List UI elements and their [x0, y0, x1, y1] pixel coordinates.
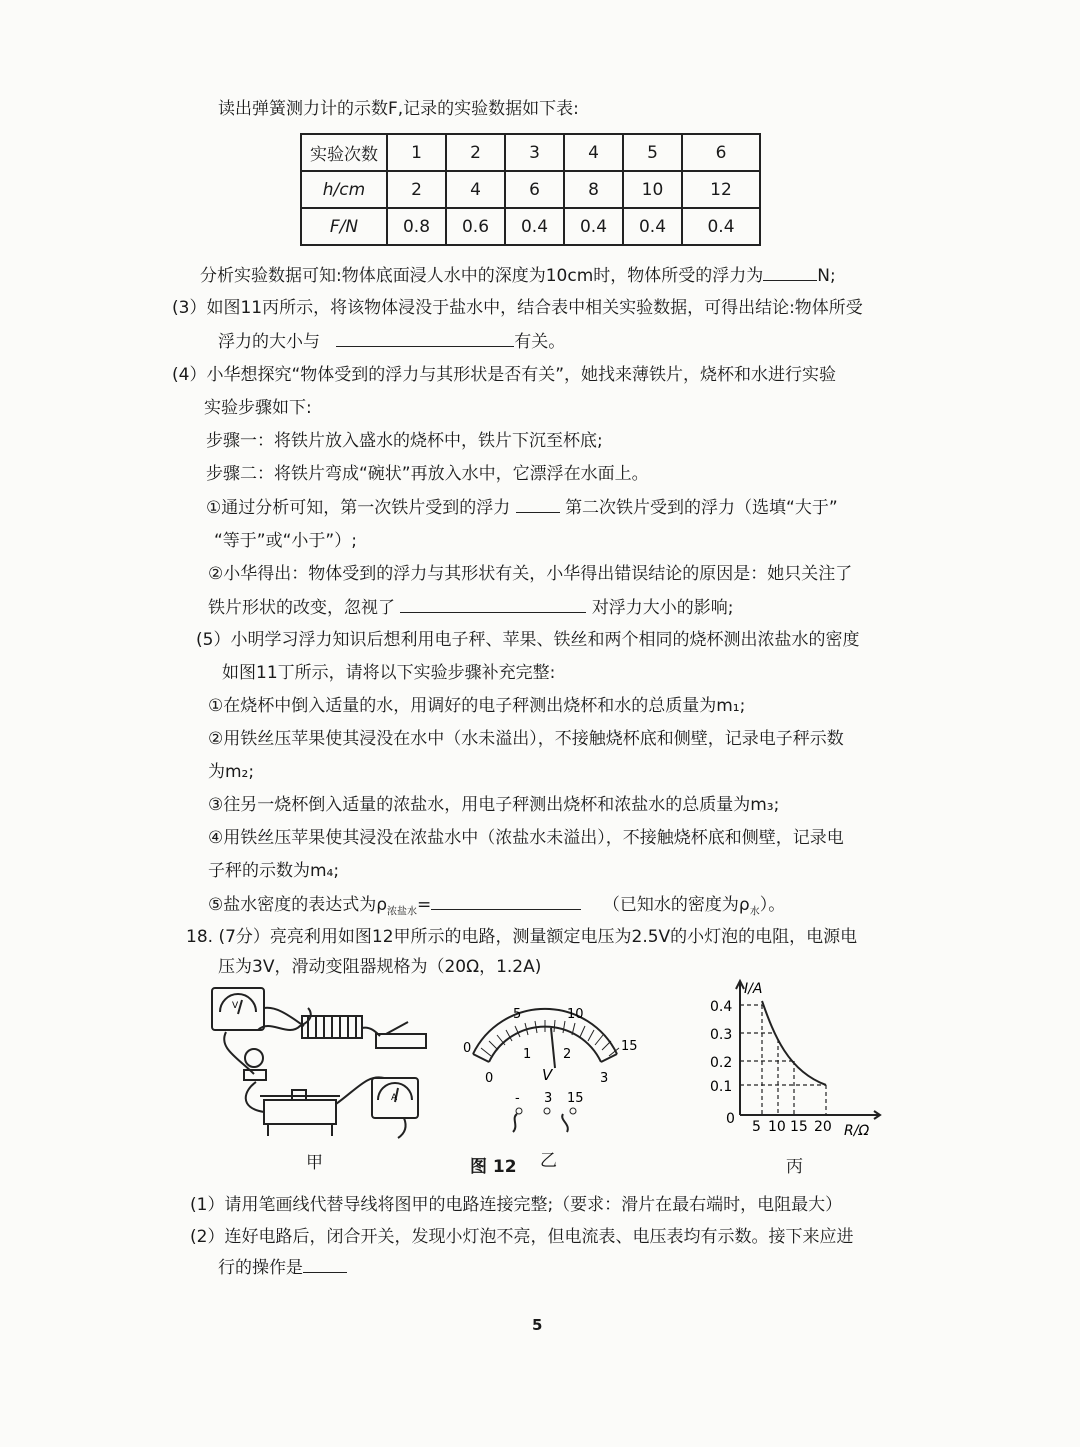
q4-line2: 实验步骤如下: [204, 398, 312, 418]
dial-inner-tick-1: 1 [523, 1047, 532, 1062]
table-cell: 6 [682, 134, 760, 171]
answer-blank[interactable] [336, 330, 514, 347]
page-number: 5 [532, 1316, 543, 1334]
y-tick: 0.2 [710, 1055, 733, 1071]
rheostat [264, 1100, 336, 1124]
answer-blank[interactable] [763, 264, 817, 281]
sub-q2-text: 行的操作是 [218, 1258, 303, 1278]
answer-blank[interactable] [303, 1256, 347, 1273]
terminal-15: 15 [567, 1091, 584, 1106]
table-row [301, 171, 760, 208]
q4-a1-text2: 第二次铁片受到的浮力（选填“大于” [565, 498, 838, 518]
rho-water-subscript: 水 [749, 906, 760, 918]
table-cell: h/cm [301, 171, 387, 208]
q2-conclusion [200, 264, 836, 287]
q3-line2 [218, 330, 565, 353]
q5-line1: (5）小明学习浮力知识后想利用电子秤、苹果、铁丝和两个相同的烧杯测出浓盐水的密度 [196, 630, 860, 650]
sub-question-2b [218, 1256, 347, 1279]
q3-text: 浮力的大小与 [218, 332, 320, 352]
dial-needle [551, 1028, 555, 1068]
table-cell: 0.6 [446, 208, 505, 245]
figure-yi-caption: 乙 [540, 1151, 557, 1171]
dial-unit: V [542, 1066, 553, 1084]
figure-12-caption: 图 12 [470, 1157, 517, 1177]
q4-a2-text2: 对浮力大小的影响; [591, 598, 734, 618]
y-tick: 0.3 [710, 1027, 733, 1043]
table-cell: 2 [387, 171, 446, 208]
q3-text-end: 有关。 [514, 332, 566, 352]
table-cell: 5 [623, 134, 682, 171]
q4-a1-text: ①通过分析可知，第一次铁片受到的浮力 [206, 498, 511, 518]
terminal-minus: - [515, 1091, 520, 1106]
q5-s5-end: ）。 [759, 895, 786, 915]
table-cell: 0.4 [505, 208, 564, 245]
dial-outer-tick-2: 10 [567, 1007, 584, 1022]
circuit-figure [208, 978, 438, 1143]
table-cell: 0.4 [682, 208, 760, 245]
figure-jia-caption: 甲 [306, 1153, 323, 1173]
x-tick: 5 [752, 1119, 761, 1135]
table-cell: 0.8 [387, 208, 446, 245]
q5-step4b: 子秤的示数为m₄; [208, 861, 340, 881]
figure-bing-caption: 丙 [786, 1157, 803, 1177]
dial-outer-tick-1: 5 [513, 1007, 522, 1022]
table-cell: 1 [387, 134, 446, 171]
x-axis-label: R/Ω [844, 1123, 870, 1139]
table-cell: 4 [564, 134, 623, 171]
table-cell: F/N [301, 208, 387, 245]
q5-s5-text2: （已知水的密度为ρ [602, 895, 750, 915]
q4-a2-text: 铁片形状的改变，忽视了 [208, 598, 395, 618]
x-tick: 10 [768, 1119, 786, 1135]
q4-step1: 步骤一：将铁片放入盛水的烧杯中，铁片下沉至杯底; [206, 431, 603, 451]
table-cell: 2 [446, 134, 505, 171]
x-tick: 15 [790, 1119, 808, 1135]
y-tick: 0.4 [710, 999, 733, 1015]
table-cell: 实验次数 [301, 134, 387, 171]
answer-blank[interactable] [431, 893, 581, 910]
dial-inner-tick-0: 0 [485, 1071, 494, 1086]
table-cell: 3 [505, 134, 564, 171]
table-cell: 0.4 [623, 208, 682, 245]
q5-step2b: 为m₂; [208, 762, 255, 782]
curve [762, 1001, 826, 1085]
rho-subscript: 浓盐水 [387, 906, 418, 918]
q5-step2: ②用铁丝压苹果使其浸没在水中（水未溢出），不接触烧杯底和侧壁，记录电子秤示数 [208, 729, 844, 749]
q18-line2: 压为3V，滑动变阻器规格为（20Ω，1.2A) [218, 957, 542, 977]
q5-step3: ③往另一烧杯倒入适量的浓盐水，用电子秤测出烧杯和浓盐水的总质量为m₃; [208, 795, 780, 815]
table-cell: 6 [505, 171, 564, 208]
y-tick: 0.1 [710, 1079, 733, 1095]
table-cell: 12 [682, 171, 760, 208]
dial-outer-tick-0: 0 [463, 1041, 472, 1056]
q2-text: 分析实验数据可知:物体底面浸人水中的深度为10cm时，物体所受的浮力为 [200, 266, 764, 286]
dial-inner-tick-2: 2 [563, 1047, 572, 1062]
q4-answer1-options: “等于”或“小于”）; [214, 531, 357, 551]
q4-answer1 [206, 496, 838, 519]
table-cell: 8 [564, 171, 623, 208]
switch [376, 1034, 426, 1048]
origin-label: 0 [726, 1111, 735, 1127]
q4-line1: (4）小华想探究“物体受到的浮力与其形状是否有关”，她找来薄铁片，烧杯和水进行实验 [172, 365, 837, 385]
q3-line1: (3）如图11丙所示，将该物体浸没于盐水中，结合表中相关实验数据，可得出结论:物体所受 [172, 298, 863, 318]
q5-s5-text: ⑤盐水密度的表达式为ρ [208, 895, 388, 915]
terminal-3: 3 [544, 1091, 553, 1106]
q5-step1: ①在烧杯中倒入适量的水，用调好的电子秤测出烧杯和水的总质量为m₁; [208, 696, 746, 716]
q5-step4: ④用铁丝压苹果使其浸没在浓盐水中（浓盐水未溢出），不接触烧杯底和侧壁，记录电 [208, 828, 844, 848]
ammeter-label: A [391, 1093, 398, 1103]
q5-step5 [208, 893, 785, 923]
experiment-table [300, 133, 761, 246]
sub-question-1: (1）请用笔画线代替导线将图甲的电路连接完整;（要求：滑片在最右端时，电阻最大） [190, 1195, 843, 1215]
table-cell: 4 [446, 171, 505, 208]
table-row [301, 134, 760, 171]
q5-s5-eq: = [417, 895, 432, 915]
table-cell: 10 [623, 171, 682, 208]
table-row [301, 208, 760, 245]
q4-answer2-line2 [208, 596, 734, 619]
table-cell: 0.4 [564, 208, 623, 245]
q2-unit: N; [817, 266, 836, 286]
q18-line1: 18. (7分）亮亮利用如图12甲所示的电路，测量额定电压为2.5V的小灯泡的电阻，电源电 [186, 927, 858, 947]
sub-question-2: (2）连好电路后，闭合开关，发现小灯泡不亮，但电流表、电压表均有示数。接下来应进 [190, 1227, 854, 1247]
voltmeter-label: V [232, 1001, 239, 1011]
ir-graph [700, 975, 890, 1140]
q4-answer2-line1: ②小华得出：物体受到的浮力与其形状有关，小华得出错误结论的原因是：她只关注了 [208, 564, 853, 584]
y-axis-label: I/A [744, 981, 763, 997]
answer-blank[interactable] [400, 596, 586, 613]
answer-blank[interactable] [516, 496, 560, 513]
intro-text: 读出弹簧测力计的示数F,记录的实验数据如下表: [218, 99, 579, 119]
x-tick: 20 [814, 1119, 832, 1135]
dial-inner-tick-3: 3 [600, 1071, 609, 1086]
bulb [245, 1049, 263, 1067]
dial-outer-tick-3: 15 [621, 1039, 638, 1054]
q5-line2: 如图11丁所示，请将以下实验步骤补充完整: [222, 663, 556, 683]
dial-figure [455, 996, 645, 1146]
q4-step2: 步骤二：将铁片弯成“碗状”再放入水中，它漂浮在水面上。 [206, 464, 649, 484]
